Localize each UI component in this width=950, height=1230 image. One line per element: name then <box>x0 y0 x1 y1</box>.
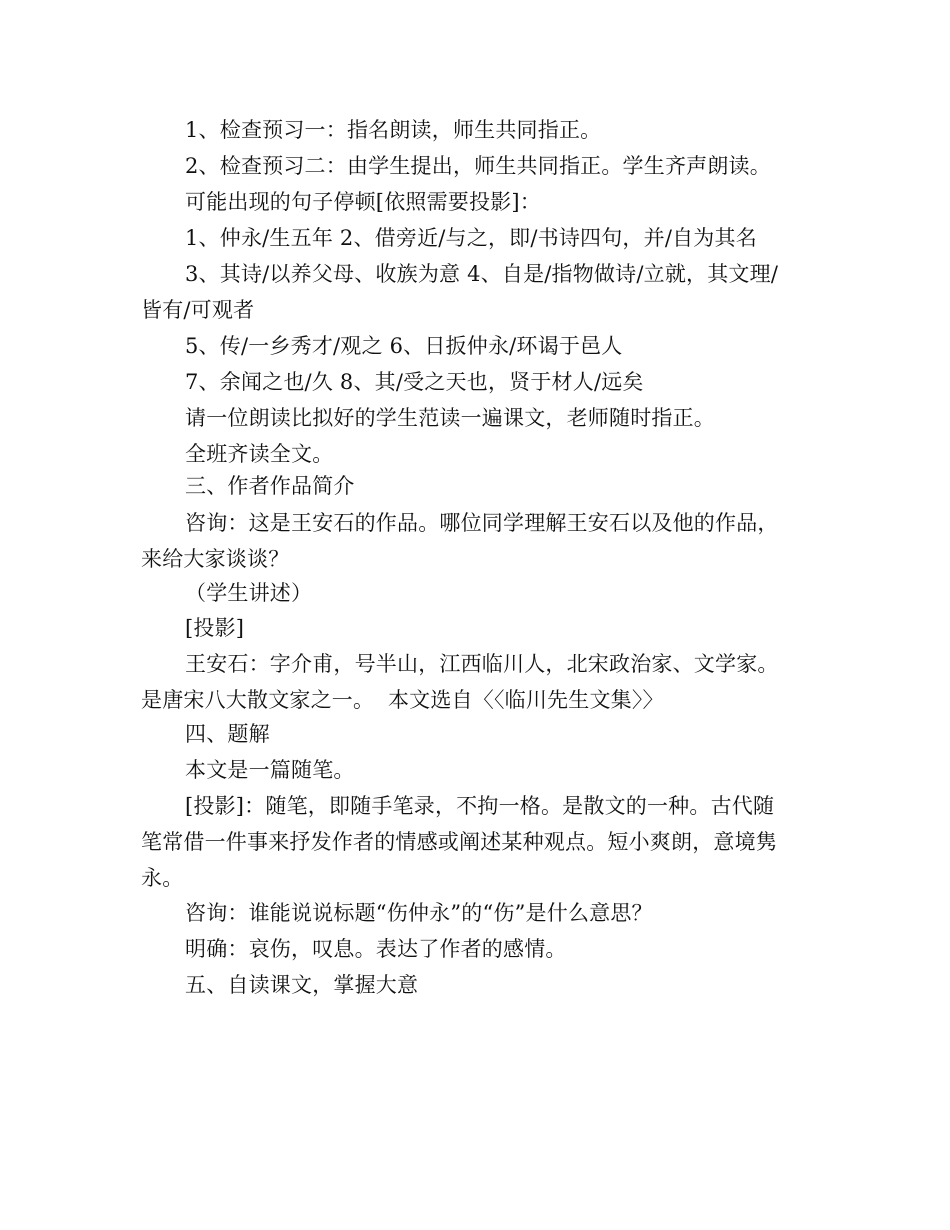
text-line: 咨询：谁能说说标题“伤仲永”的“伤”是什么意思？ <box>185 901 653 925</box>
text-line: 1、仲永/生五年 2、借旁近/与之，即/书诗四句，并/自为其名 <box>185 226 757 250</box>
text-line: 来给大家谈谈？ <box>141 547 290 571</box>
section-heading: 四、题解 <box>185 722 270 746</box>
text-line: 3、其诗/以养父母、收族为意 4、自是/指物做诗/立就，其文理/ <box>185 262 779 286</box>
section-heading: 三、作者作品简介 <box>185 474 355 498</box>
text-line: （学生讲述） <box>185 581 313 605</box>
text-line: 永。 <box>141 866 184 890</box>
text-line: 2、检查预习二：由学生提出，师生共同指正。学生齐声朗读。 <box>185 154 771 178</box>
text-line: 7、余闻之也/久 8、其/受之天也，贤于材人/远矣 <box>185 370 644 394</box>
section-heading: 五、自读课文，掌握大意 <box>185 973 419 997</box>
text-line: 是唐宋八大散文家之一。 本文选自〈〈临川先生文集〉〉 <box>141 688 664 712</box>
text-line: 咨询：这是王安石的作品。哪位同学理解王安石以及他的作品， <box>185 511 779 535</box>
text-line: 明确：哀伤，叹息。表达了作者的感情。 <box>185 937 567 961</box>
text-line: 可能出现的句子停顿[依照需要投影]： <box>185 190 541 214</box>
text-line: 本文是一篇随笔。 <box>185 758 355 782</box>
text-line: 王安石：字介甫，号半山，江西临川人，北宋政治家、文学家。 <box>185 652 779 676</box>
text-line: 皆有/可观者 <box>141 298 255 322</box>
text-line: 笔常借一件事来抒发作者的情感或阐述某种观点。短小爽朗，意境隽 <box>141 830 777 854</box>
text-line: 全班齐读全文。 <box>185 442 334 466</box>
text-line: [投影] <box>185 616 245 640</box>
text-line: [投影]：随笔，即随手笔录，不拘一格。是散文的一种。古代随 <box>185 794 775 818</box>
text-line: 1、检查预习一：指名朗读，师生共同指正。 <box>185 118 602 142</box>
text-line: 请一位朗读比拟好的学生范读一遍课文，老师随时指正。 <box>185 406 715 430</box>
text-line: 5、传/一乡秀才/观之 6、日扳仲永/环谒于邑人 <box>185 334 623 358</box>
